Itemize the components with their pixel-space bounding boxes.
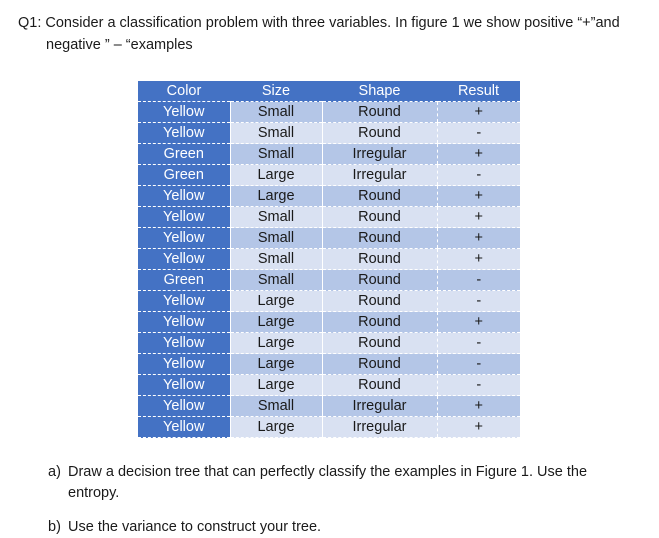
cell-size: Large [230, 165, 322, 186]
cell-color: Yellow [138, 186, 230, 207]
cell-color: Yellow [138, 312, 230, 333]
header-size: Size [230, 81, 322, 102]
cell-size: Small [230, 144, 322, 165]
header-result: Result [437, 81, 520, 102]
cell-size: Small [230, 228, 322, 249]
cell-shape: Round [322, 207, 437, 228]
cell-shape: Round [322, 291, 437, 312]
cell-result: + [437, 417, 520, 438]
part-b-text: Use the variance to construct your tree. [68, 519, 322, 535]
table-header-row [138, 81, 520, 102]
question-text [18, 12, 638, 56]
cell-result: - [437, 354, 520, 375]
cell-result: - [437, 291, 520, 312]
cell-color: Yellow [138, 291, 230, 312]
cell-size: Small [230, 396, 322, 417]
table-row [138, 333, 520, 354]
cell-shape: Round [322, 249, 437, 270]
cell-result: - [437, 333, 520, 354]
table-row [138, 354, 520, 375]
cell-color: Green [138, 144, 230, 165]
table-row [138, 270, 520, 291]
cell-size: Large [230, 417, 322, 438]
cell-size: Small [230, 102, 322, 123]
cell-result: + [437, 102, 520, 123]
table-row [138, 228, 520, 249]
cell-shape: Round [322, 228, 437, 249]
cell-result: + [437, 228, 520, 249]
cell-size: Small [230, 123, 322, 144]
cell-result: - [437, 165, 520, 186]
header-color: Color [138, 81, 230, 102]
table-row [138, 396, 520, 417]
cell-result: + [437, 312, 520, 333]
part-a [48, 462, 608, 504]
table-row [138, 291, 520, 312]
cell-color: Yellow [138, 354, 230, 375]
cell-shape: Round [322, 123, 437, 144]
table-body [138, 102, 520, 438]
part-b-label: b) [48, 519, 61, 535]
cell-color: Yellow [138, 249, 230, 270]
cell-color: Yellow [138, 417, 230, 438]
cell-result: - [437, 270, 520, 291]
cell-color: Yellow [138, 333, 230, 354]
cell-result: + [437, 186, 520, 207]
cell-shape: Irregular [322, 165, 437, 186]
table-row [138, 207, 520, 228]
cell-shape: Round [322, 102, 437, 123]
cell-result: + [437, 207, 520, 228]
question-parts [48, 462, 608, 538]
cell-size: Small [230, 270, 322, 291]
cell-color: Yellow [138, 228, 230, 249]
cell-size: Large [230, 312, 322, 333]
cell-shape: Round [322, 186, 437, 207]
table-row [138, 417, 520, 438]
question-line-1: Q1: Consider a classification problem with three variables. In figure 1 we show positive “+”and [18, 15, 620, 31]
cell-size: Large [230, 186, 322, 207]
table-row [138, 123, 520, 144]
table-row [138, 249, 520, 270]
part-a-label: a) [48, 464, 61, 480]
cell-shape: Round [322, 375, 437, 396]
cell-color: Yellow [138, 207, 230, 228]
cell-color: Yellow [138, 396, 230, 417]
part-a-text: Draw a decision tree that can perfectly classify the examples in Figure 1. Use the entropy. [68, 464, 588, 501]
header-shape: Shape [322, 81, 437, 102]
cell-shape: Round [322, 333, 437, 354]
cell-result: + [437, 144, 520, 165]
cell-color: Yellow [138, 123, 230, 144]
part-b [48, 517, 608, 538]
cell-size: Small [230, 249, 322, 270]
table-row [138, 375, 520, 396]
cell-result: + [437, 249, 520, 270]
cell-shape: Irregular [322, 417, 437, 438]
cell-shape: Round [322, 312, 437, 333]
cell-color: Yellow [138, 102, 230, 123]
cell-result: + [437, 396, 520, 417]
cell-color: Yellow [138, 375, 230, 396]
cell-result: - [437, 123, 520, 144]
cell-size: Large [230, 291, 322, 312]
cell-size: Large [230, 375, 322, 396]
cell-shape: Irregular [322, 144, 437, 165]
cell-result: - [437, 375, 520, 396]
table-row [138, 102, 520, 123]
cell-shape: Round [322, 354, 437, 375]
cell-shape: Round [322, 270, 437, 291]
examples-table [138, 81, 520, 438]
cell-color: Green [138, 270, 230, 291]
cell-size: Large [230, 333, 322, 354]
cell-color: Green [138, 165, 230, 186]
cell-size: Small [230, 207, 322, 228]
table-row [138, 186, 520, 207]
table-row [138, 144, 520, 165]
table-row [138, 312, 520, 333]
question-line-2: negative ” – “examples [46, 37, 193, 53]
cell-size: Large [230, 354, 322, 375]
table-row [138, 165, 520, 186]
cell-shape: Irregular [322, 396, 437, 417]
